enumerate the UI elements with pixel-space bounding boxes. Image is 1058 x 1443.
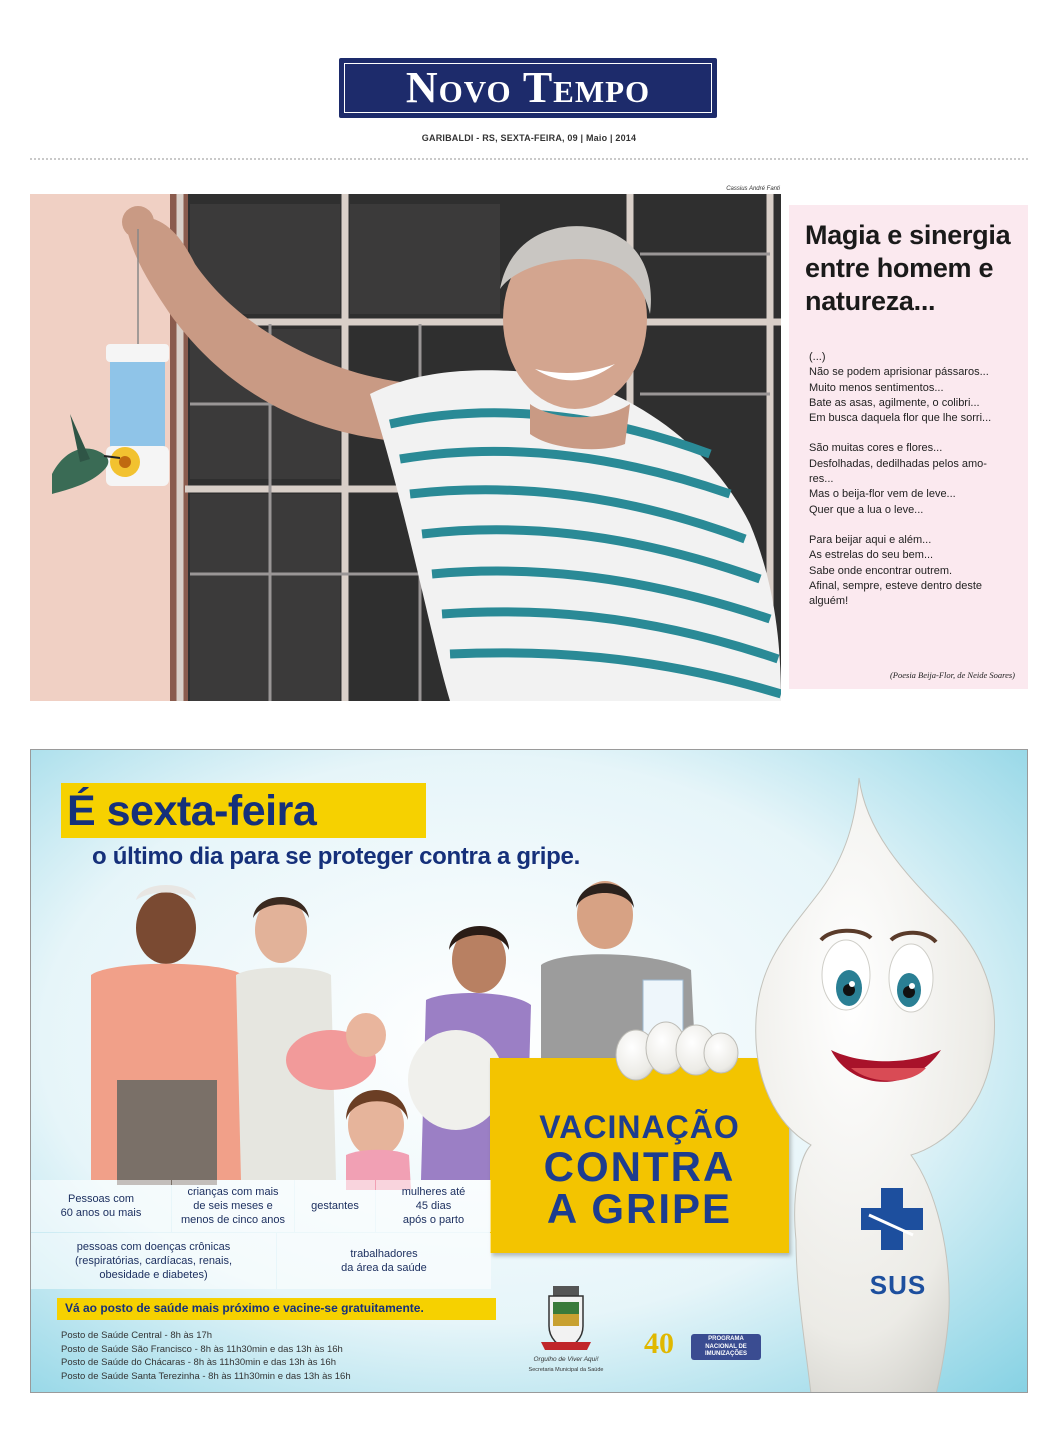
vaccination-ad xyxy=(30,749,1028,1393)
group-text: mulheres até xyxy=(401,1186,466,1198)
poem-line: (...) xyxy=(809,351,826,363)
feature-photo xyxy=(30,194,781,701)
crest-department: Secretaria Municipal da Saúde xyxy=(528,1367,604,1373)
crest-icon xyxy=(511,1284,621,1356)
photo-illustration xyxy=(30,194,781,701)
pni-text: PROGRAMA xyxy=(708,1336,744,1342)
group-cell xyxy=(172,1180,294,1232)
group-cell xyxy=(31,1233,276,1289)
promo-line: CONTRA xyxy=(543,1143,736,1190)
dateline: GARIBALDI - RS, SEXTA-FEIRA, 09 | Maio | 2014 xyxy=(421,133,637,143)
health-post: Posto de Saúde Central - 8h às 17h xyxy=(61,1330,213,1341)
municipal-crest xyxy=(511,1284,621,1361)
ad-subhead: o último dia para se proteger contra a gripe. xyxy=(92,843,580,870)
group-cell xyxy=(277,1233,491,1289)
health-post: Posto de Saúde Santa Terezinha - 8h às 11h30min e das 13h às 16h xyxy=(61,1370,351,1382)
group-text: obesidade e diabetes) xyxy=(99,1269,208,1281)
group-cell xyxy=(376,1180,491,1232)
pni-text: NACIONAL DE xyxy=(705,1343,747,1350)
masthead-title: Novo Tempo xyxy=(405,63,651,112)
poem-line: Sabe onde encontrar outrem. xyxy=(809,564,953,577)
poem-line: res... xyxy=(809,473,834,486)
poem-stanza xyxy=(809,350,1019,426)
poem-line: São muitas cores e flores... xyxy=(809,442,943,455)
feature-title: Magia e sinergia entre homem e natureza... xyxy=(805,220,1011,316)
promo-line: A GRIPE xyxy=(546,1185,733,1232)
poem-line: Desfolhadas, dedilhadas pelos amo- xyxy=(809,457,987,470)
ad-headline: É sexta-feira xyxy=(67,787,317,835)
masthead-logo xyxy=(339,58,717,118)
group-text: pessoas com doenças crônicas xyxy=(76,1241,231,1253)
photo-credit: Cassius André Fanti xyxy=(726,186,780,192)
crest-motto: Orgulho de Viver Aqui! xyxy=(533,1356,599,1363)
group-cell xyxy=(295,1180,375,1232)
group-text: trabalhadores xyxy=(350,1248,418,1260)
poem-line: Bate as asas, agilmente, o colibri... xyxy=(809,396,980,409)
group-text: 60 anos ou mais xyxy=(60,1207,142,1219)
poem-line: As estrelas do seu bem... xyxy=(809,549,934,562)
cta-text: Vá ao posto de saúde mais próximo e vacine-se gratuitamente. xyxy=(65,1301,424,1315)
group-text: de seis meses e xyxy=(193,1200,273,1212)
health-posts-list xyxy=(61,1329,351,1383)
health-post: Posto de Saúde São Francisco - 8h às 11h30min e das 13h às 16h xyxy=(61,1343,343,1355)
pni-anniversary: 40 xyxy=(644,1327,674,1360)
group-cell xyxy=(31,1180,171,1232)
poem-line: Muito menos sentimentos... xyxy=(809,381,944,394)
poem-stanza xyxy=(809,533,1019,609)
group-text: (respiratórias, cardíacas, renais, xyxy=(74,1255,233,1267)
poem-line: Em busca daquela flor que lhe sorri... xyxy=(809,412,992,425)
sus-logo: SUS xyxy=(869,1270,927,1300)
group-text: Pessoas com xyxy=(67,1193,135,1205)
poem-line: Quer que a lua o leve... xyxy=(809,503,924,516)
poem-line: Não se podem aprisionar pássaros... xyxy=(809,366,989,379)
divider xyxy=(30,158,1028,160)
masthead-frame xyxy=(344,63,712,113)
health-post: Posto de Saúde do Chácaras - 8h às 11h30min e das 13h às 16h xyxy=(61,1357,336,1369)
poem-line: Afinal, sempre, esteve dentro deste xyxy=(809,579,983,592)
group-text: gestantes xyxy=(311,1200,359,1212)
pni-text: IMUNIZAÇÕES xyxy=(705,1351,747,1357)
group-text: após o parto xyxy=(402,1214,465,1226)
feature-sidebar xyxy=(789,205,1028,689)
poem-credit: (Poesia Beija-Flor, de Neide Soares) xyxy=(889,670,1015,680)
promo-line: VACINAÇÃO xyxy=(539,1109,740,1145)
poem-stanza xyxy=(809,441,1019,517)
group-text: da área da saúde xyxy=(341,1262,427,1274)
poem-line: alguém! xyxy=(809,595,849,608)
group-text: menos de cinco anos xyxy=(181,1214,285,1226)
pni-logo xyxy=(691,1334,761,1360)
poem xyxy=(809,350,1019,624)
group-text: crianças com mais xyxy=(187,1186,279,1198)
poem-line: Mas o beija-flor vem de leve... xyxy=(809,488,956,501)
group-text: 45 dias xyxy=(415,1200,452,1212)
poem-line: Para beijar aqui e além... xyxy=(809,533,932,546)
